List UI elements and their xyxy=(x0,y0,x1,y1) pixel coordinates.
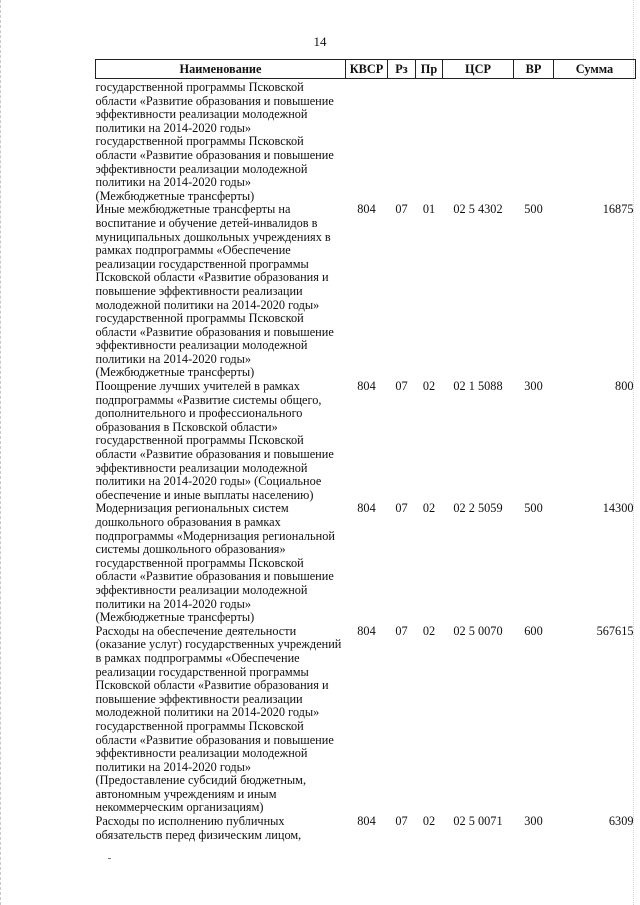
page-number: 14 xyxy=(313,34,327,49)
row-csr: 02 5 0071 xyxy=(453,814,503,829)
column-header-rz: Рз xyxy=(388,60,416,79)
row-name: Расходы по исполнению публичных обязательств перед физическим лицом, xyxy=(95,814,302,842)
row-kvsr: 804 xyxy=(357,814,376,829)
row-sum: 14300 xyxy=(602,501,634,516)
table-header-row xyxy=(96,60,636,79)
row-sum: 6309 xyxy=(608,814,634,829)
row-kvsr: 804 xyxy=(357,623,376,638)
scan-speck xyxy=(108,858,111,859)
row-sum: 16875 xyxy=(602,202,634,217)
row-kvsr xyxy=(346,81,388,203)
row-name: государственной программы Псковской области «Развитие образования и повышение эффективности реализации молодежной политики на 2014-2020 годы» государственной программы Псковской области «Развитие образования и повышение эффективности реализации молодежной политики на 2014-2020 годы» (Межбюджетные трансферты) xyxy=(95,80,334,203)
row-vr: 600 xyxy=(524,623,543,638)
row-csr: 02 2 5059 xyxy=(453,501,503,516)
table-row xyxy=(96,203,636,380)
row-sum: 800 xyxy=(615,379,634,394)
row-csr xyxy=(443,81,514,203)
row-csr: 02 5 0070 xyxy=(453,623,503,638)
row-kvsr: 804 xyxy=(357,202,376,217)
row-rz xyxy=(388,81,416,203)
table-row xyxy=(96,380,636,502)
column-header-kvsr: КВСР xyxy=(346,60,388,79)
row-vr xyxy=(514,81,554,203)
row-vr: 500 xyxy=(524,501,543,516)
row-sum: 567615 xyxy=(596,623,634,638)
row-rz: 07 xyxy=(395,814,408,829)
row-name: Расходы на обеспечение деятельности (оказание услуг) государственных учреждений в рамках подпрограммы «Обеспечение реализации государственной программы Псковской области «Развитие образования и повышение эффективности реализации молодежной политики на 2014-2020 годы» государственной программы Псковской области «Развитие образования и повышение эффективности реализации молодежной политики на 2014-2020 годы» (Предоставление субсидий бюджетным, автономным учреждениям и иным некоммерческим организациям) xyxy=(95,623,342,815)
column-header-vr: ВР xyxy=(514,60,554,79)
row-csr: 02 1 5088 xyxy=(453,379,503,394)
row-pr: 01 xyxy=(422,202,436,217)
row-rz: 07 xyxy=(395,202,408,217)
row-pr: 02 xyxy=(422,379,436,394)
row-kvsr: 804 xyxy=(357,501,376,516)
row-rz: 07 xyxy=(395,501,408,516)
scan-edge-left xyxy=(0,0,5,905)
row-vr: 300 xyxy=(524,814,543,829)
row-pr xyxy=(416,81,443,203)
table-row xyxy=(96,502,636,624)
row-name: Иные межбюджетные трансферты на воспитание и обучение детей-инвалидов в муниципальных дошкольных учреждениях в рамках подпрограммы «Обеспечение реализации государственной программы Псковской области «Развитие образования и повышение эффективности реализации молодежной политики на 2014-2020 годы» государственной программы Псковской области «Развитие образования и повышение эффективности реализации молодежной политики на 2014-2020 годы» (Межбюджетные трансферты) xyxy=(95,202,334,380)
row-pr: 02 xyxy=(422,814,436,829)
row-vr: 500 xyxy=(524,202,543,217)
table-row xyxy=(96,815,636,842)
row-rz: 07 xyxy=(395,623,408,638)
row-name: Поощрение лучших учителей в рамках подпрограммы «Развитие системы общего, дополнительного и профессионального образования в Псковской области» государственной программы Псковской области «Развитие образования и повышение эффективности реализации молодежной политики на 2014-2020 годы» (Социальное обеспечение и иные выплаты населению) xyxy=(95,379,334,502)
table-row xyxy=(96,625,636,815)
column-header-csr: ЦСР xyxy=(443,60,514,79)
row-csr: 02 5 4302 xyxy=(453,202,503,217)
row-pr: 02 xyxy=(422,501,436,516)
row-kvsr: 804 xyxy=(357,379,376,394)
table-row xyxy=(96,81,636,203)
row-pr: 02 xyxy=(422,623,436,638)
budget-table xyxy=(95,59,636,842)
column-header-pr: Пр xyxy=(416,60,443,79)
column-header-sum: Сумма xyxy=(554,60,636,79)
row-sum xyxy=(554,81,636,203)
row-rz: 07 xyxy=(395,379,408,394)
column-header-name: Наименование xyxy=(96,60,346,79)
row-name: Модернизация региональных систем дошкольного образования в рамках подпрограммы «Модернизация региональной системы дошкольного образования» государственной программы Псковской области «Развитие образования и повышение эффективности реализации молодежной политики на 2014-2020 годы» (Межбюджетные трансферты) xyxy=(95,501,335,625)
row-vr: 300 xyxy=(524,379,543,394)
